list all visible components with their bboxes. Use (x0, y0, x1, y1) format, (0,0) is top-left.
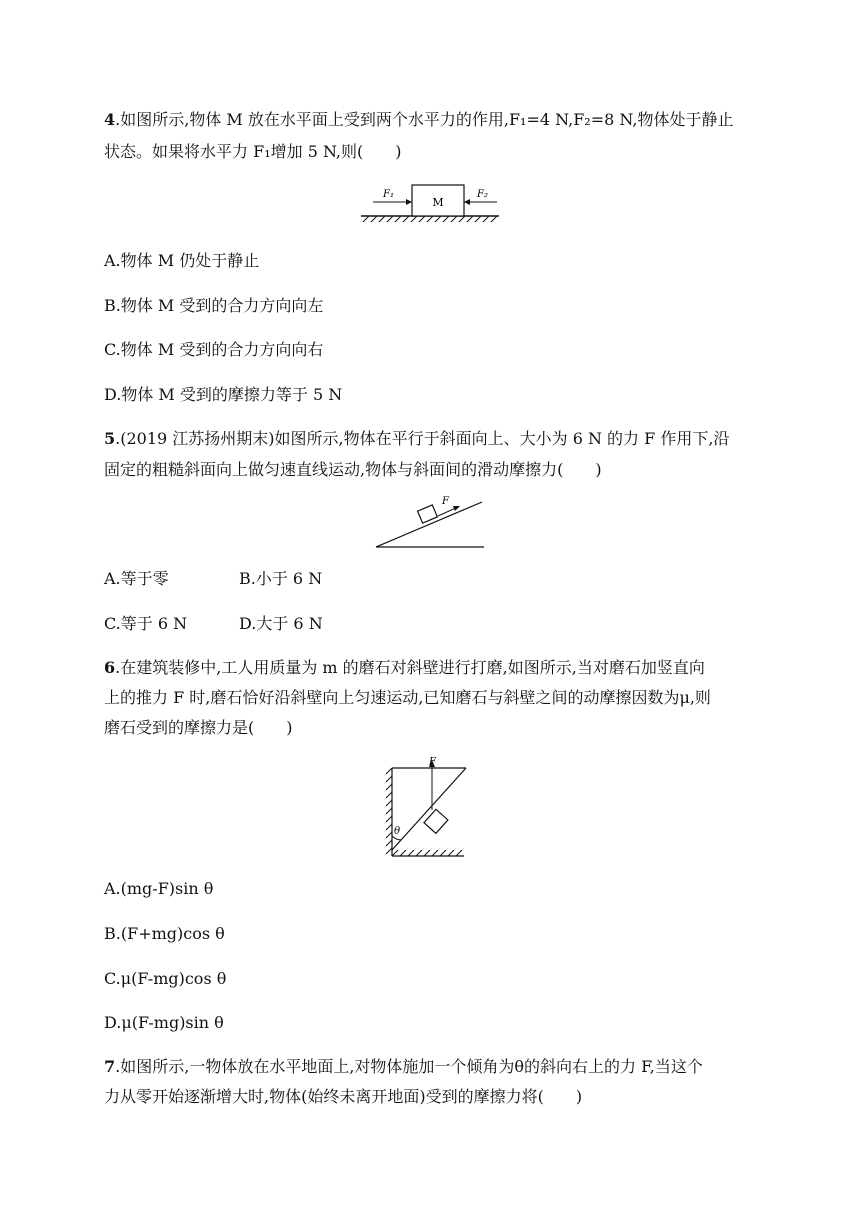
q6-angle-label: θ (394, 826, 401, 837)
q5-text1: .(2019 江苏扬州期末)如图所示,物体在平行于斜面向上、大小为 6 N 的力 F 作用下,沿 (115, 429, 730, 448)
q5-line2: 固定的粗糙斜面向上做匀速直线运动,物体与斜面间的滑动摩擦力( ) (104, 460, 602, 479)
q5-option-a: A.等于零 (104, 569, 169, 588)
q7-text1: .如图所示,一物体放在水平地面上,对物体施加一个倾角为θ的斜向右上的力 F,当这个 (115, 1057, 703, 1076)
q5-force-label: F (442, 496, 449, 507)
q6-incline (392, 768, 466, 850)
q4-option-a: A.物体 M 仍处于静止 (104, 251, 260, 270)
q4-option-b: B.物体 M 受到的合力方向向左 (104, 296, 324, 315)
q4-option-d: D.物体 M 受到的摩擦力等于 5 N (104, 385, 343, 404)
q6-option-d: D.μ(F-mg)sin θ (104, 1013, 224, 1032)
q4-option-c: C.物体 M 受到的合力方向向右 (104, 340, 324, 359)
q4-text1: .如图所示,物体 M 放在水平面上受到两个水平力的作用,F₁=4 N,F₂=8 N,物体处于静止 (115, 110, 734, 129)
q4-line2: 状态。如果将水平力 F₁增加 5 N,则( ) (104, 142, 402, 161)
q7-number: 7 (104, 1057, 116, 1076)
q4-figure (357, 182, 503, 226)
q6-number: 6 (104, 658, 116, 677)
q4-block-label: M (432, 196, 444, 209)
q5-line1 (104, 429, 729, 449)
q5-option-d: D.大于 6 N (239, 614, 323, 633)
q4-ground-hatch (363, 216, 497, 222)
q7-line2: 力从零开始逐渐增大时,物体(始终未离开地面)受到的摩擦力将( ) (104, 1087, 583, 1106)
q6-option-b: B.(F+mg)cos θ (104, 924, 225, 943)
q6-floor-hatch (392, 850, 462, 856)
q6-line1 (104, 658, 705, 678)
q6-option-c: C.μ(F-mg)cos θ (104, 969, 227, 988)
q5-figure (372, 494, 488, 552)
q5-option-c: C.等于 6 N (104, 614, 188, 633)
q6-wall-hatch (386, 768, 392, 854)
q6-text1: .在建筑装修中,工人用质量为 m 的磨石对斜壁进行打磨,如图所示,当对磨石加竖直向 (115, 658, 705, 677)
q5-number: 5 (104, 429, 116, 448)
q4-f2-label: F₂ (477, 189, 488, 200)
q6-option-a: A.(mg-F)sin θ (104, 879, 214, 898)
q4-number: 4 (104, 110, 116, 129)
q6-line3: 磨石受到的摩擦力是( ) (104, 718, 293, 737)
q4-f1-label: F₁ (383, 189, 394, 200)
q5-block (418, 505, 438, 523)
q6-line2: 上的推力 F 时,磨石恰好沿斜壁向上匀速运动,已知磨石与斜壁之间的动摩擦因数为μ,则 (104, 688, 711, 707)
q6-block (424, 809, 448, 833)
q4-line1 (104, 110, 733, 130)
q7-line1 (104, 1057, 703, 1077)
q5-option-b: B.小于 6 N (239, 569, 323, 588)
q6-figure (384, 754, 470, 860)
q6-force-label: F (429, 756, 436, 768)
